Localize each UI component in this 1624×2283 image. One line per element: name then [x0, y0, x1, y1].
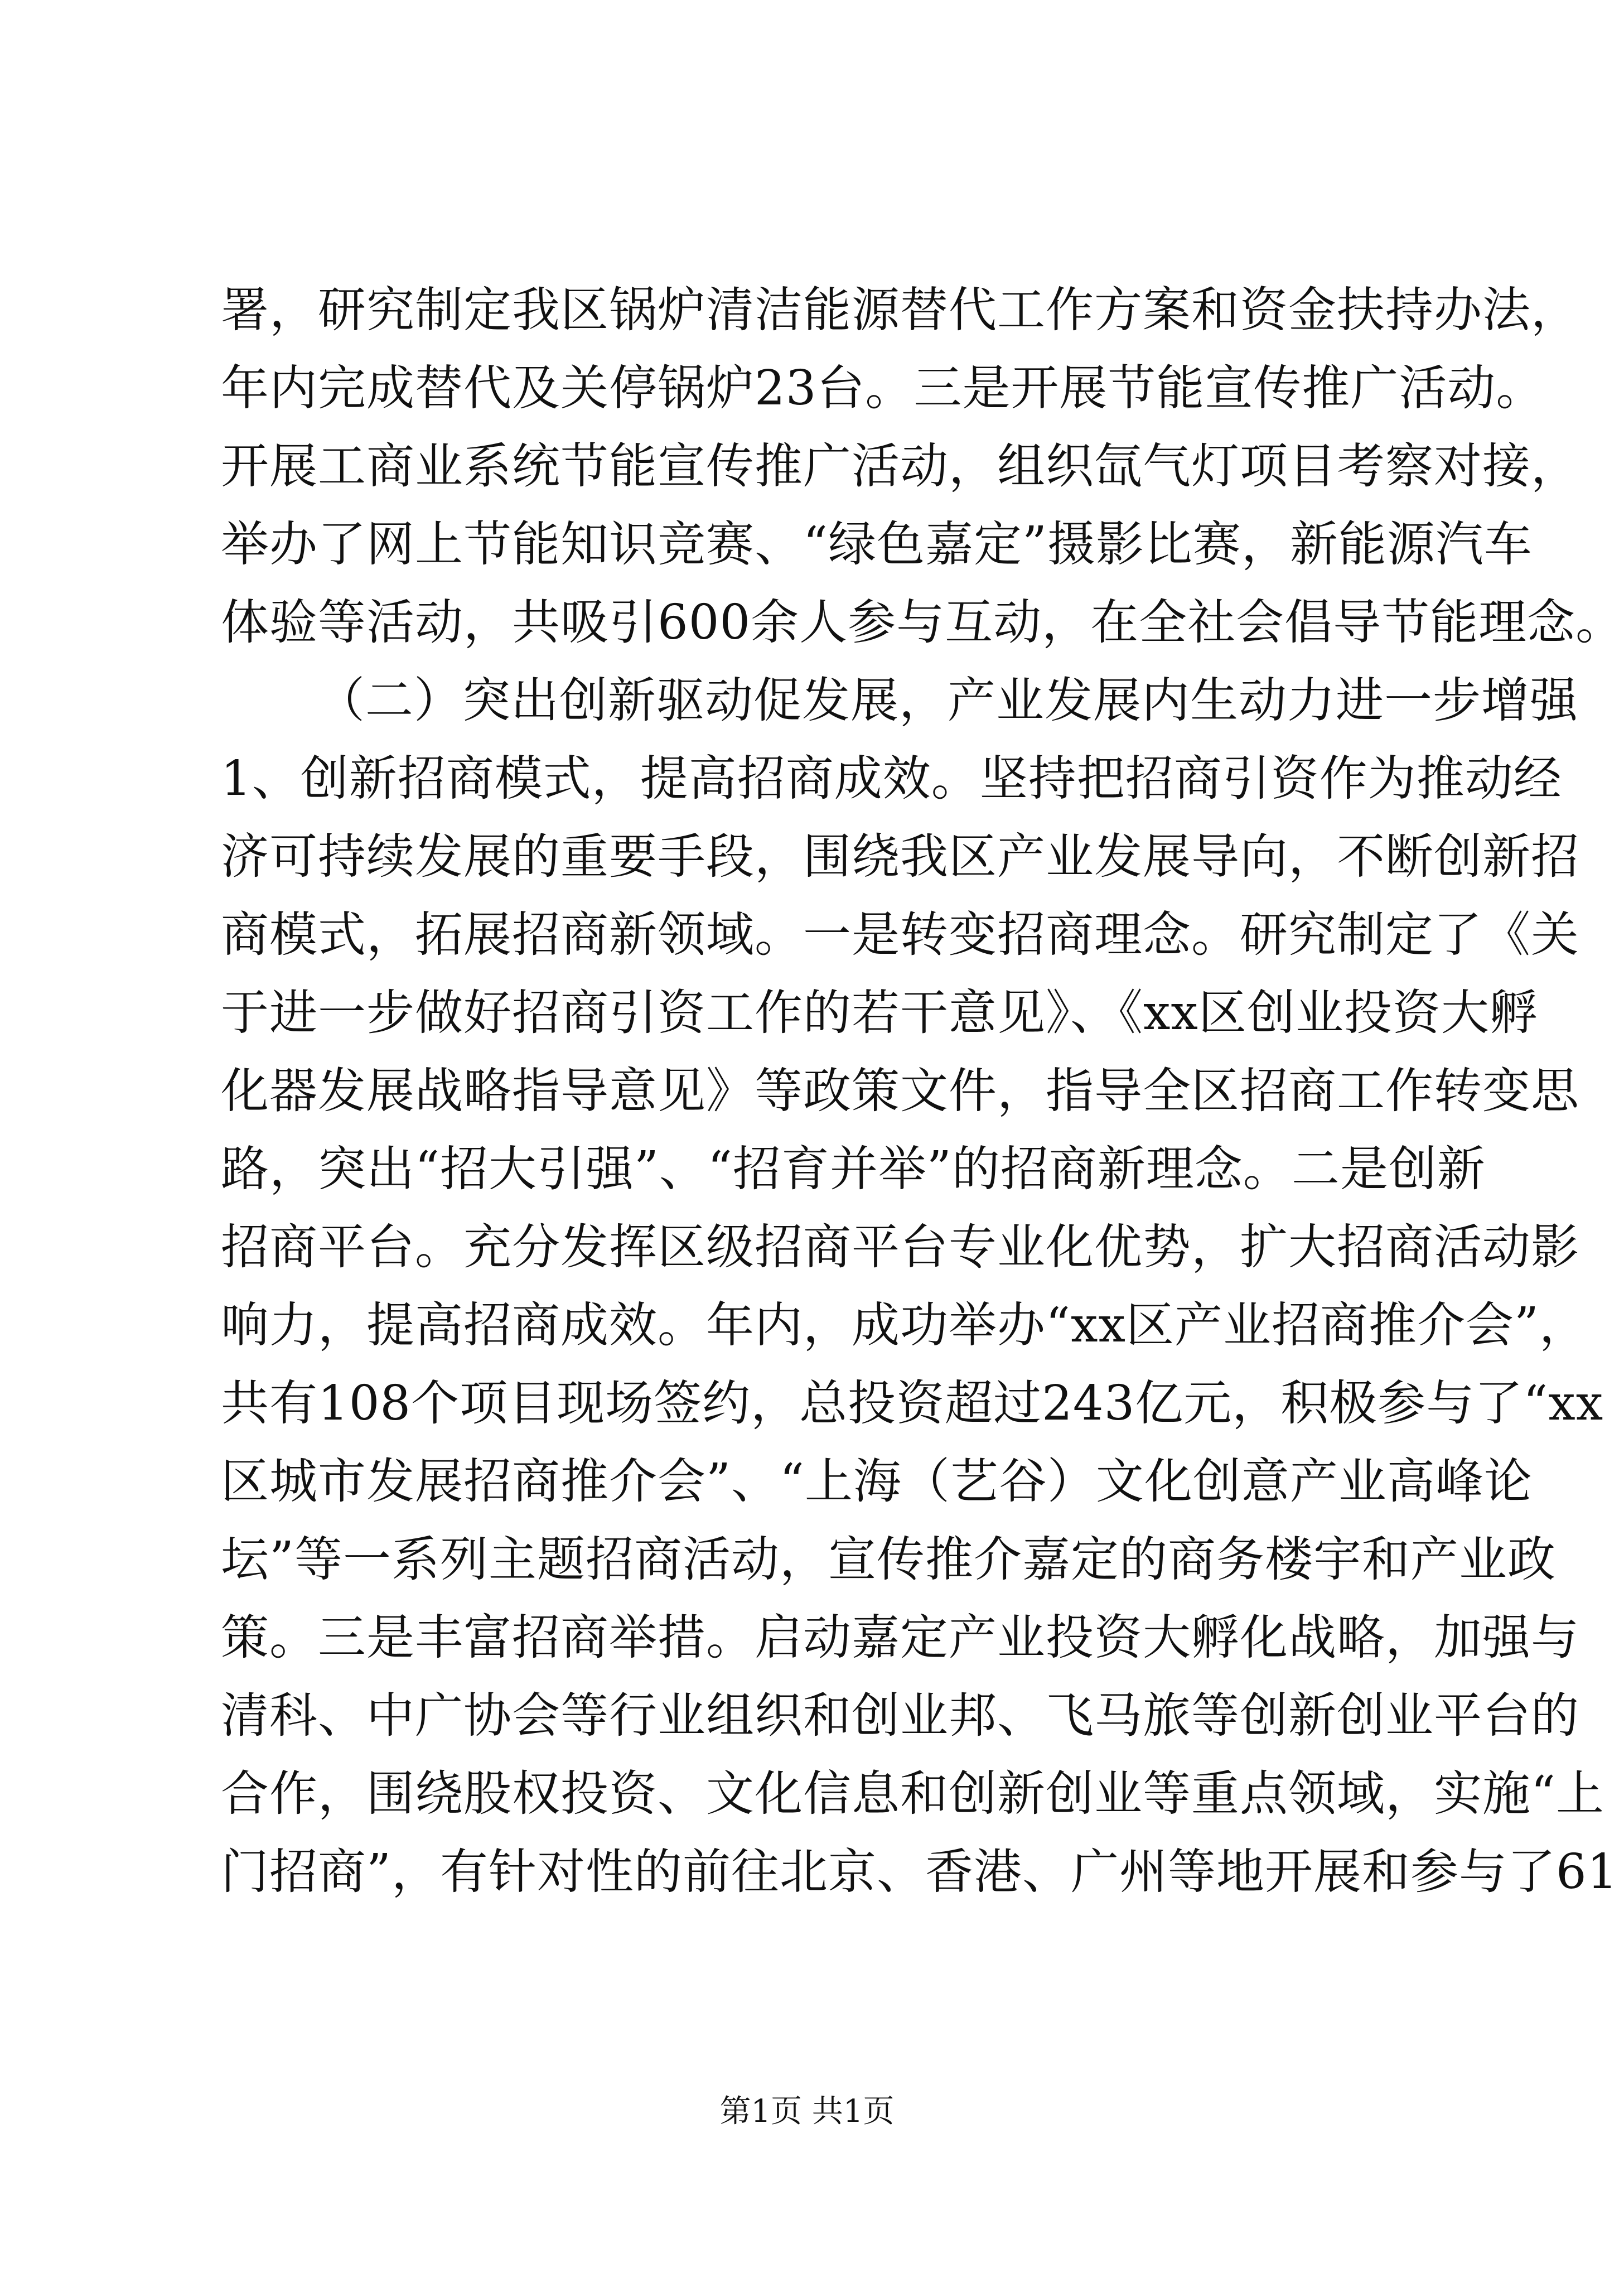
- text-line: 商模式，拓展招商新领域。一是转变招商理念。研究制定了《关: [221, 907, 1579, 963]
- text-line: 坛”等一系列主题招商活动，宣传推介嘉定的商务楼宇和产业政: [221, 1532, 1556, 1587]
- section-heading: （二）突出创新驱动促发展，产业发展内生动力进一步增强: [317, 673, 1578, 728]
- text-line: 区城市发展招商推介会”、“上海（艺谷）文化创意产业高峰论: [221, 1454, 1533, 1509]
- text-line: 清科、中广协会等行业组织和创业邦、飞马旅等创新创业平台的: [221, 1688, 1579, 1744]
- text-line: 策。三是丰富招商举措。启动嘉定产业投资大孵化战略，加强与: [221, 1610, 1579, 1666]
- text-line: 共有108个项目现场签约，总投资超过243亿元，积极参与了“xx: [221, 1375, 1604, 1431]
- text-line: 合作，围绕股权投资、文化信息和创新创业等重点领域，实施“上: [221, 1766, 1604, 1822]
- text-line: 于进一步做好招商引资工作的若干意见》、《xx区创业投资大孵: [221, 985, 1539, 1041]
- text-line: 济可持续发展的重要手段，围绕我区产业发展导向，不断创新招: [221, 829, 1579, 885]
- text-line: 体验等活动，共吸引600余人参与互动，在全社会倡导节能理念。: [221, 595, 1624, 650]
- text-line: 开展工商业系统节能宣传推广活动，组织氙气灯项目考察对接，: [221, 438, 1579, 494]
- text-line: 招商平台。充分发挥区级招商平台专业化优势，扩大招商活动影: [221, 1219, 1579, 1275]
- page-footer: 第1页 共1页: [719, 2093, 895, 2130]
- text-line: 署，研究制定我区锅炉清洁能源替代工作方案和资金扶持办法，: [221, 282, 1579, 338]
- text-line: 化器发展战略指导意见》等政策文件，指导全区招商工作转变思: [221, 1063, 1579, 1119]
- text-line: 响力，提高招商成效。年内，成功举办“xx区产业招商推介会”，: [221, 1297, 1588, 1353]
- text-line: 1、创新招商模式，提高招商成效。坚持把招商引资作为推动经: [221, 751, 1562, 807]
- document-body: [221, 271, 1624, 1911]
- text-line: 路，突出“招大引强”、“招育并举”的招商新理念。二是创新: [221, 1141, 1486, 1197]
- text-line: 年内完成替代及关停锅炉23台。三是开展节能宣传推广活动。: [221, 360, 1545, 416]
- text-line: 举办了网上节能知识竞赛、“绿色嘉定”摄影比赛，新能源汽车: [221, 517, 1533, 572]
- text-line: 门招商”，有针对性的前往北京、香港、广州等地开展和参与了61: [221, 1844, 1618, 1900]
